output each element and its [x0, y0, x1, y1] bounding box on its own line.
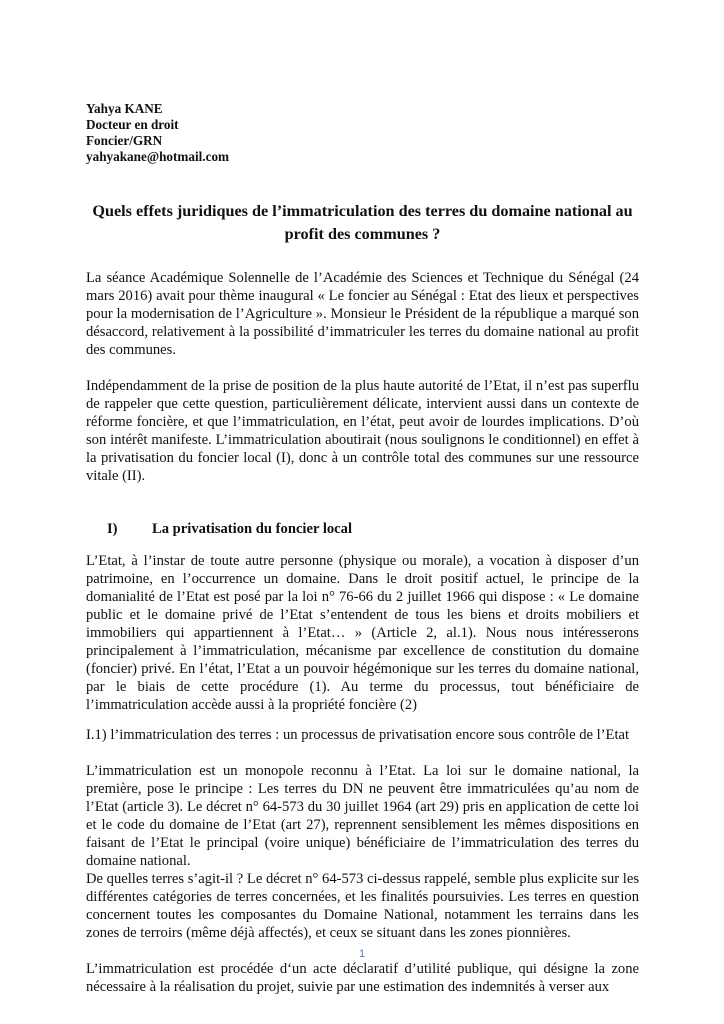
- page-number: 1: [358, 948, 366, 960]
- document-title: Quels effets juridiques de l’immatriculation des terres du domaine national au profit des communes ?: [92, 202, 633, 243]
- author-title: Docteur en droit: [86, 117, 179, 132]
- subsection-paragraph-1: L’immatriculation est un monopole reconnu à l’Etat. La loi sur le domaine national, la première, pose le principe : Les terres du DN ne peuvent être immatriculées qu’au nom de l’Etat (article 3). Le décret n° 64-573 du 30 juillet 1964 (art 29) pris en application de cette loi et le code du domaine de l’Etat (art 27), reprennent sensiblement les mêmes dispositions en faisant de l’Etat le principal (voire unique) bénéficiaire de l’immatriculation des terres du domaine national.: [86, 763, 639, 869]
- subsection-title: I.1) l’immatriculation des terres : un processus de privatisation encore sous contrôle de l’Etat: [86, 727, 630, 743]
- intro-paragraph-1: La séance Académique Solennelle de l’Académie des Sciences et Technique du Sénégal (24 mars 2016) avait pour thème inaugural « Le foncier au Sénégal : Etat des lieux et perspectives pour la modernisation de l’Agriculture ». Monsieur le Président de la république a marqué son désaccord, relativement à la possibilité d’immatriculer les terres du domaine national au profit des communes.: [86, 270, 639, 358]
- author-field: Foncier/GRN: [86, 133, 163, 148]
- section-heading: [86, 520, 639, 538]
- subsection-paragraph-2: De quelles terres s’agit-il ? Le décret n° 64-573 ci-dessus rappelé, semble plus explicite sur les différentes catégories de terres concernées, et les finalités poursuivies. Les terres en question concernent toutes les composantes du Domaine National, notamment les terrains dans les zones de terroirs (même déjà affectés), et ceux se situant dans les zones pionnières.: [86, 871, 639, 941]
- intro-paragraph-2: Indépendamment de la prise de position de la plus haute autorité de l’Etat, il n’est pas superflu de rappeler que cette question, particulièrement délicate, intervient aussi dans un contexte de réforme foncière, et que l’immatriculation, en l’état, peut avoir de lourdes implications. D’où son intérêt manifeste. L’immatriculation aboutirait (nous soulignons le conditionnel) en effet à la privatisation du foncier local (I), donc à un contrôle total des communes sur une ressource vitale (II).: [86, 378, 639, 484]
- subsection-paragraph-3: L’immatriculation est procédée d‘un acte déclaratif d’utilité publique, qui désigne la zone nécessaire à la réalisation du projet, suivie par une estimation des indemnités à verser aux: [86, 961, 639, 995]
- author-block: [86, 101, 639, 165]
- page-content: [86, 101, 639, 996]
- author-email: yahyakane@hotmail.com: [86, 149, 230, 164]
- author-name: Yahya KANE: [86, 101, 163, 116]
- section-number: I): [107, 521, 118, 537]
- section-title: La privatisation du foncier local: [152, 521, 352, 537]
- section-paragraph: L’Etat, à l’instar de toute autre personne (physique ou morale), a vocation à disposer d’un patrimoine, en l’occurrence un domaine. Dans le droit positif actuel, le principe de la domanialité de l’Etat est posé par la loi n° 76-66 du 2 juillet 1966 qui dispose : « Le domaine public et le domaine privé de l’Etat s’entendent de tous les biens et droits mobiliers et immobiliers qui appartiennent à l’Etat… » (Article 2, al.1). Nous nous intéresserons principalement à l’immatriculation, mécanisme par excellence de constitution du domaine (foncier) privé. En l’état, l’Etat a un pouvoir hégémonique sur les terres du domaine national, par le biais de cette procédure (1). Au terme du processus, tout bénéficiaire de l’immatriculation accède aussi à la propriété foncière (2): [86, 553, 639, 713]
